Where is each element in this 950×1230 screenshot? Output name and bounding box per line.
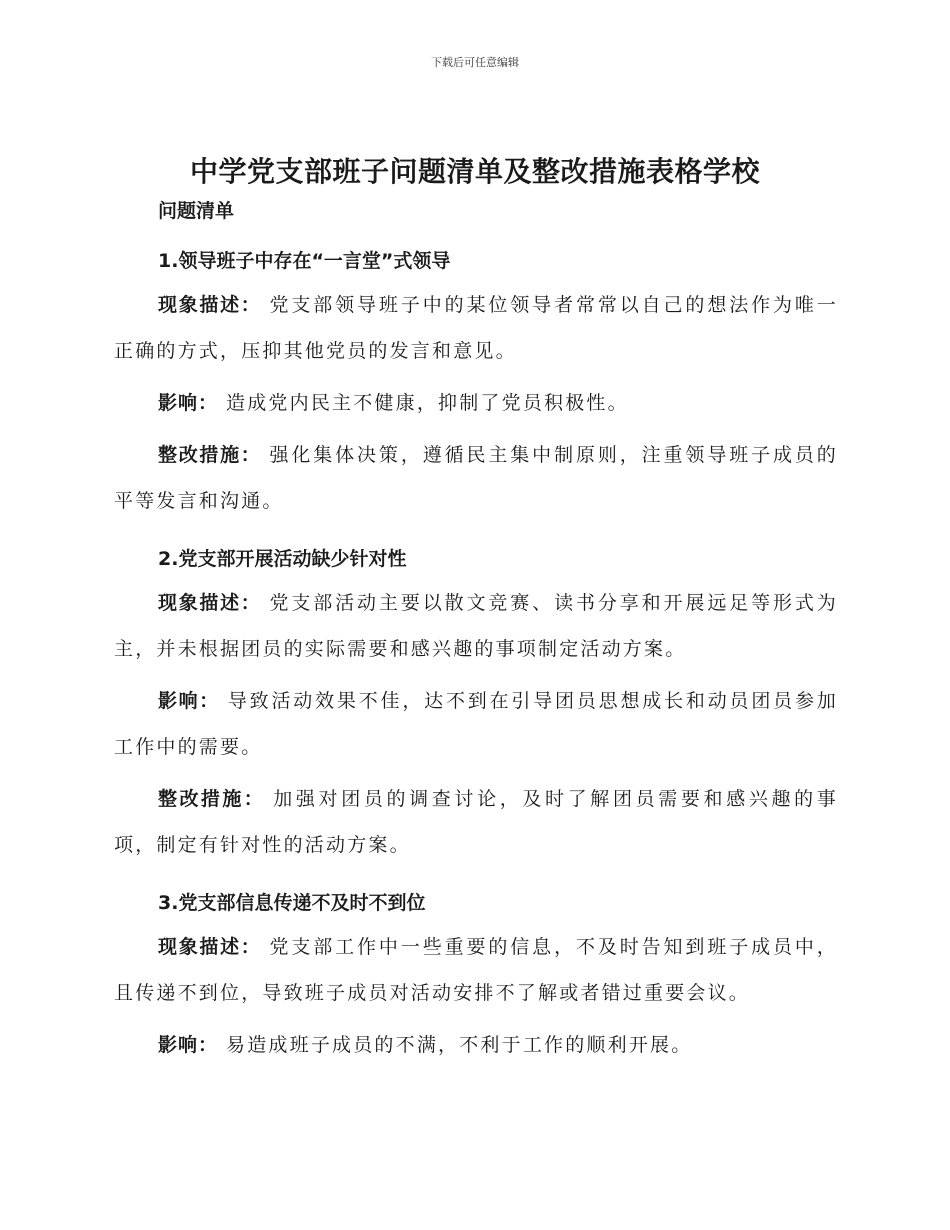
paragraph-text: 党支部工作中一些重要的信息，不及时告知到班子成员中，且传递不到位，导致班子成员对活动安排不了解或者错过重要会议。 — [114, 936, 838, 1004]
issue-title: 2.党支部开展活动缺少针对性 — [158, 548, 407, 570]
paragraph-label: 影响： — [158, 690, 220, 712]
issue-title: 3.党支部信息传递不及时不到位 — [158, 892, 426, 914]
issue-paragraph — [114, 678, 838, 770]
issue-paragraph — [114, 432, 838, 524]
header-note: 下载后可任意编辑 — [431, 56, 519, 69]
issue-paragraph — [114, 380, 838, 426]
issue-paragraph — [114, 924, 838, 1016]
paragraph-label: 整改措施： — [158, 444, 262, 466]
paragraph-label: 影响： — [158, 1034, 219, 1056]
paragraph-text: 易造成班子成员的不满，不利于工作的顺利开展。 — [226, 1034, 693, 1056]
section-heading: 问题清单 — [158, 200, 235, 222]
paragraph-text: 党支部领导班子中的某位领导者常常以自己的想法作为唯一正确的方式，压抑其他党员的发言和意见。 — [114, 294, 838, 362]
paragraph-label: 现象描述： — [158, 294, 262, 316]
paragraph-text: 造成党内民主不健康，抑制了党员积极性。 — [226, 392, 629, 414]
paragraph-label: 影响： — [158, 392, 219, 414]
issue-block — [114, 246, 838, 524]
issue-paragraph — [114, 580, 838, 672]
issue-block — [114, 888, 838, 1068]
paragraph-text: 加强对团员的调查讨论，及时了解团员需要和感兴趣的事项，制定有针对性的活动方案。 — [114, 788, 838, 856]
issue-block — [114, 544, 838, 868]
paragraph-label: 整改措施： — [158, 788, 266, 810]
document-body — [114, 196, 838, 1068]
issue-paragraph — [114, 282, 838, 374]
issue-paragraph — [114, 1022, 838, 1068]
paragraph-label: 现象描述： — [158, 592, 262, 614]
paragraph-text: 强化集体决策，遵循民主集中制原则，注重领导班子成员的平等发言和沟通。 — [114, 444, 838, 512]
paragraph-text: 导致活动效果不佳，达不到在引导团员思想成长和动员团员参加工作中的需要。 — [114, 690, 838, 758]
document-title: 中学党支部班子问题清单及整改措施表格学校 — [189, 155, 760, 188]
issue-paragraph — [114, 776, 838, 868]
paragraph-text: 党支部活动主要以散文竞赛、读书分享和开展远足等形式为主，并未根据团员的实际需要和感兴趣的事项制定活动方案。 — [114, 592, 838, 660]
issue-title: 1.领导班子中存在“一言堂”式领导 — [158, 250, 451, 272]
paragraph-label: 现象描述： — [158, 936, 262, 958]
